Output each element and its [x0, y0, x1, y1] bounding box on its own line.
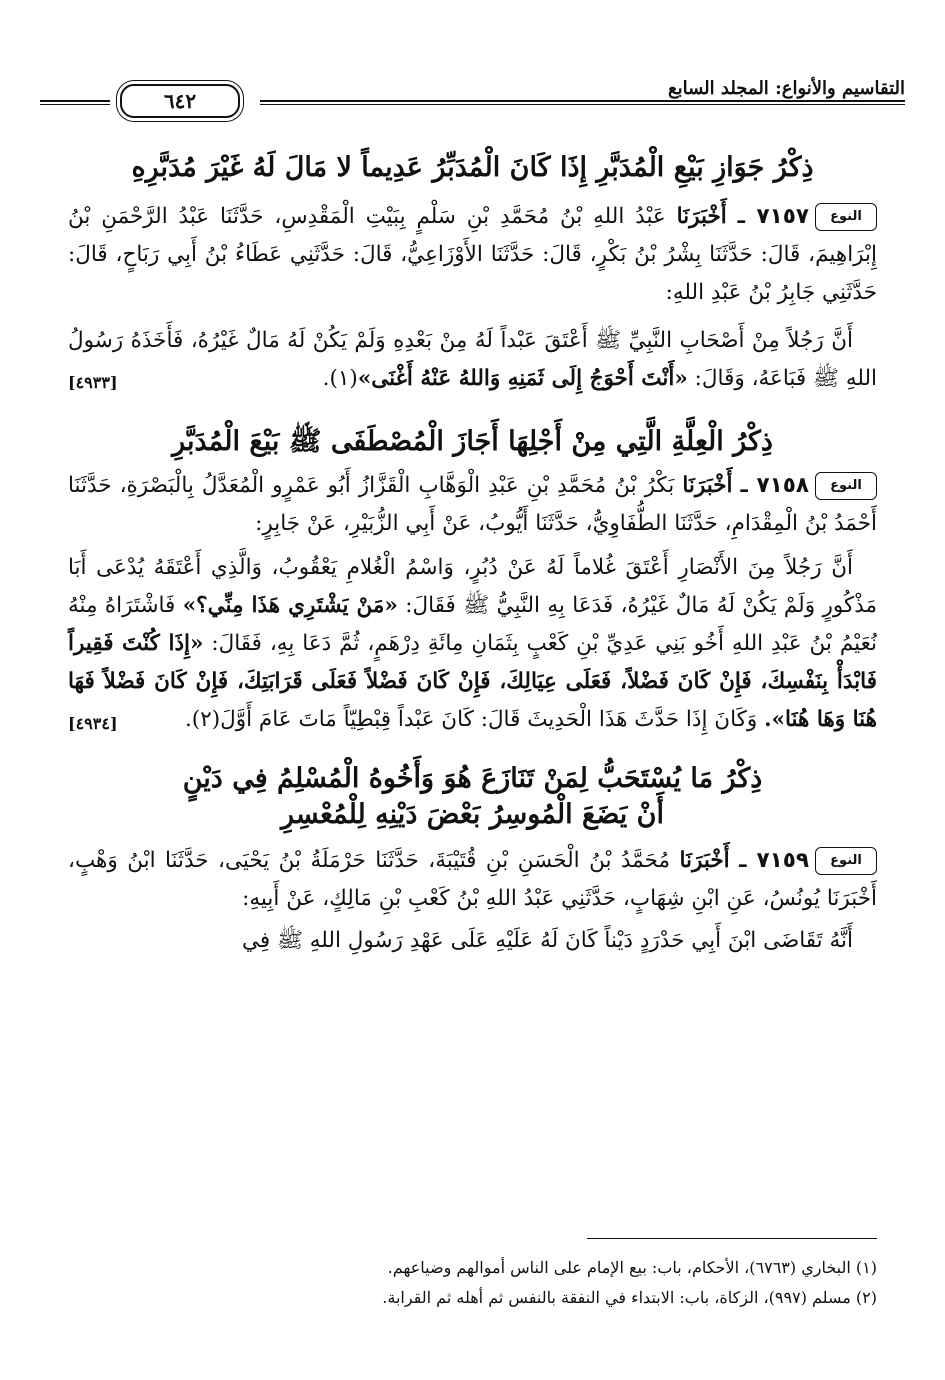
footnote-rule [587, 1238, 877, 1239]
cross-reference: [٤٩٣٤] [68, 713, 118, 733]
type-badge: النوع [815, 847, 877, 875]
hadith-isnad [68, 198, 877, 312]
matn-text: أَنَّ رَجُلاً مِنَ الأَنْصَارِ أَعْتَقَ غُلاماً لَهُ عَنْ دُبُرٍ، وَاسْمُ الْغُلامِ يَعْقُوبُ، وَالَّذِي أَعْتَقَهُ يُدْعَى أَبَا مَذْكُورٍ وَلَمْ يَكُنْ لَهُ مَالٌ غَيْرُهُ، فَدَعَا بِهِ النَّبِيُّ ﷺ فَقَالَ: [68, 554, 877, 618]
prophetic-saying: «أَنْتَ أَحْوَجُ إِلَى ثَمَنِهِ وَاللهُ عَنْهُ أَغْنَى» [357, 366, 688, 392]
page-body [68, 150, 877, 960]
prophetic-saying: «إِذَا كُنْتَ فَقِيراً فَابْدَأْ بِنَفْسِكَ، فَإِنْ كَانَ فَضْلاً، فَعَلَى عِيَالِكَ، فَإِنْ كَانَ فَضْلاً فَعَلَى قَرَابَتِكَ، فَإِنْ كَانَ فَضْلاً فَهَا هُنَا وَهَا هُنَا». [68, 630, 877, 732]
hadith-isnad [68, 467, 877, 543]
footnote-marker: (١). [322, 366, 358, 392]
type-badge: النوع [815, 472, 877, 500]
hadith-matn [68, 922, 877, 960]
isnad-text: عَبْدُ اللهِ بْنُ مُحَمَّدِ بْنِ سَلْمٍ بِبَيْتِ الْمَقْدِسِ، حَدَّثَنَا عَبْدُ الرَّحْمَنِ بْنُ إِبْرَاهِيمَ، قَالَ: حَدَّثَنَا بِشْرُ بْنُ بَكْرٍ، قَالَ: حَدَّثَنَا الأَوْزَاعِيُّ، قَالَ: حَدَّثَنِي عَطَاءُ بْنُ أَبِي رَبَاحٍ، قَالَ: حَدَّثَنِي جَابِرُ بْنُ عَبْدِ اللهِ: [68, 204, 877, 306]
section-heading: ذِكْرُ مَا يُسْتَحَبُّ لِمَنْ تَنَازَعَ هُوَ وَأَخُوهُ الْمُسْلِمُ فِي دَيْنٍ [182, 762, 763, 794]
isnad-lead: أَخْبَرَنَا [679, 847, 730, 873]
section-heading: ذِكْرُ الْعِلَّةِ الَّتِي مِنْ أَجْلِهَا أَجَازَ الْمُصْطَفَى ﷺ بَيْعَ الْمُدَبَّرِ [172, 426, 773, 458]
isnad-lead: أَخْبَرَنَا [682, 472, 733, 498]
prophetic-saying: «مَنْ يَشْتَرِي هَذَا مِنِّي؟» [182, 592, 398, 618]
cross-reference: [٤٩٣٣] [68, 373, 118, 393]
section-heading: ذِكْرُ جَوَازِ بَيْعِ الْمُدَبَّرِ إِذَا كَانَ الْمُدَبِّرُ عَدِيماً لا مَالَ لَهُ غَيْرَ مُدَبَّرِهِ [131, 152, 814, 183]
footnote: (١) البخاري (٦٧٦٣)، الأحكام، باب: بيع الإمام على الناس أموالهم وضياعهم. [387, 1258, 877, 1277]
hadith-matn [68, 322, 877, 398]
section-heading-line2: أَنْ يَضَعَ الْمُوسِرُ بَعْضَ دَيْنِهِ لِلْمُعْسِرِ [281, 799, 664, 831]
running-title: التقاسيم والأنواع: المجلد السابع [658, 78, 905, 99]
footnotes [68, 1238, 877, 1313]
page-header [40, 78, 905, 122]
type-badge: النوع [815, 203, 877, 231]
hadith-number: ٧١٥٨ ـ [740, 472, 809, 498]
page-number: ٦٤٢ [120, 84, 240, 118]
page-number-frame [110, 84, 260, 118]
matn-text: فَاشْتَرَاهُ مِنْهُ نُعَيْمُ بْنُ عَبْدِ اللهِ أَخُو بَنِي عَدِيِّ بْنِ كَعْبٍ بِثَمَانِ مِائَةِ دِرْهَمٍ، ثُمَّ دَعَا بِهِ، فَقَالَ: [68, 592, 877, 656]
matn-text: وَكَانَ إِذَا حَدَّثَ هَذَا الْحَدِيثَ قَالَ: كَانَ عَبْداً قِبْطِيّاً مَاتَ عَامَ أَوَّلَ(٢). [184, 706, 758, 732]
hadith-isnad [68, 842, 877, 918]
hadith-number: ٧١٥٩ ـ [739, 847, 810, 873]
isnad-lead: أَخْبَرَنَا [676, 204, 727, 230]
hadith-number: ٧١٥٧ ـ [737, 204, 809, 230]
matn-text: أَنَّهُ تَقَاضَى ابْنَ أَبِي حَدْرَدٍ دَيْناً كَانَ لَهُ عَلَيْهِ عَلَى عَهْدِ رَسُولِ اللهِ ﷺ فِي [241, 927, 853, 953]
matn-text: أَنَّ رَجُلاً مِنْ أَصْحَابِ النَّبِيِّ ﷺ أَعْتَقَ عَبْداً لَهُ مِنْ بَعْدِهِ وَلَمْ يَكُنْ لَهُ مَالٌ غَيْرُهُ، فَأَخَذَهُ رَسُولُ اللهِ ﷺ فَبَاعَهُ، وَقَالَ: [68, 328, 877, 392]
footnote: (٢) مسلم (٩٩٧)، الزكاة، باب: الابتداء في النفقة بالنفس ثم أهله ثم القرابة. [382, 1288, 877, 1307]
isnad-text: مُحَمَّدُ بْنُ الْحَسَنِ بْنِ قُتَيْبَةَ، حَدَّثَنَا حَرْمَلَةُ بْنُ يَحْيَى، حَدَّثَنَا ابْنُ وَهْبٍ، أَخْبَرَنَا يُونُسُ، عَنِ ابْنِ شِهَابٍ، حَدَّثَنِي عَبْدُ اللهِ بْنُ كَعْبِ بْنِ مَالِكٍ، عَنْ أَبِيهِ: [68, 847, 877, 911]
isnad-text: بَكْرُ بْنُ مُحَمَّدِ بْنِ عَبْدِ الْوَهَّابِ الْقَزَّازُ أَبُو عَمْرٍو الْمُعَدَّلُ بِالْبَصْرَةِ، حَدَّثَنَا أَحْمَدُ بْنُ الْمِقْدَامِ، حَدَّثَنَا الطُّفَاوِيُّ، حَدَّثَنَا أَيُّوبُ، عَنْ أَبِي الزُّبَيْرِ، عَنْ جَابِرٍ: [68, 472, 877, 536]
hadith-matn [68, 549, 877, 739]
